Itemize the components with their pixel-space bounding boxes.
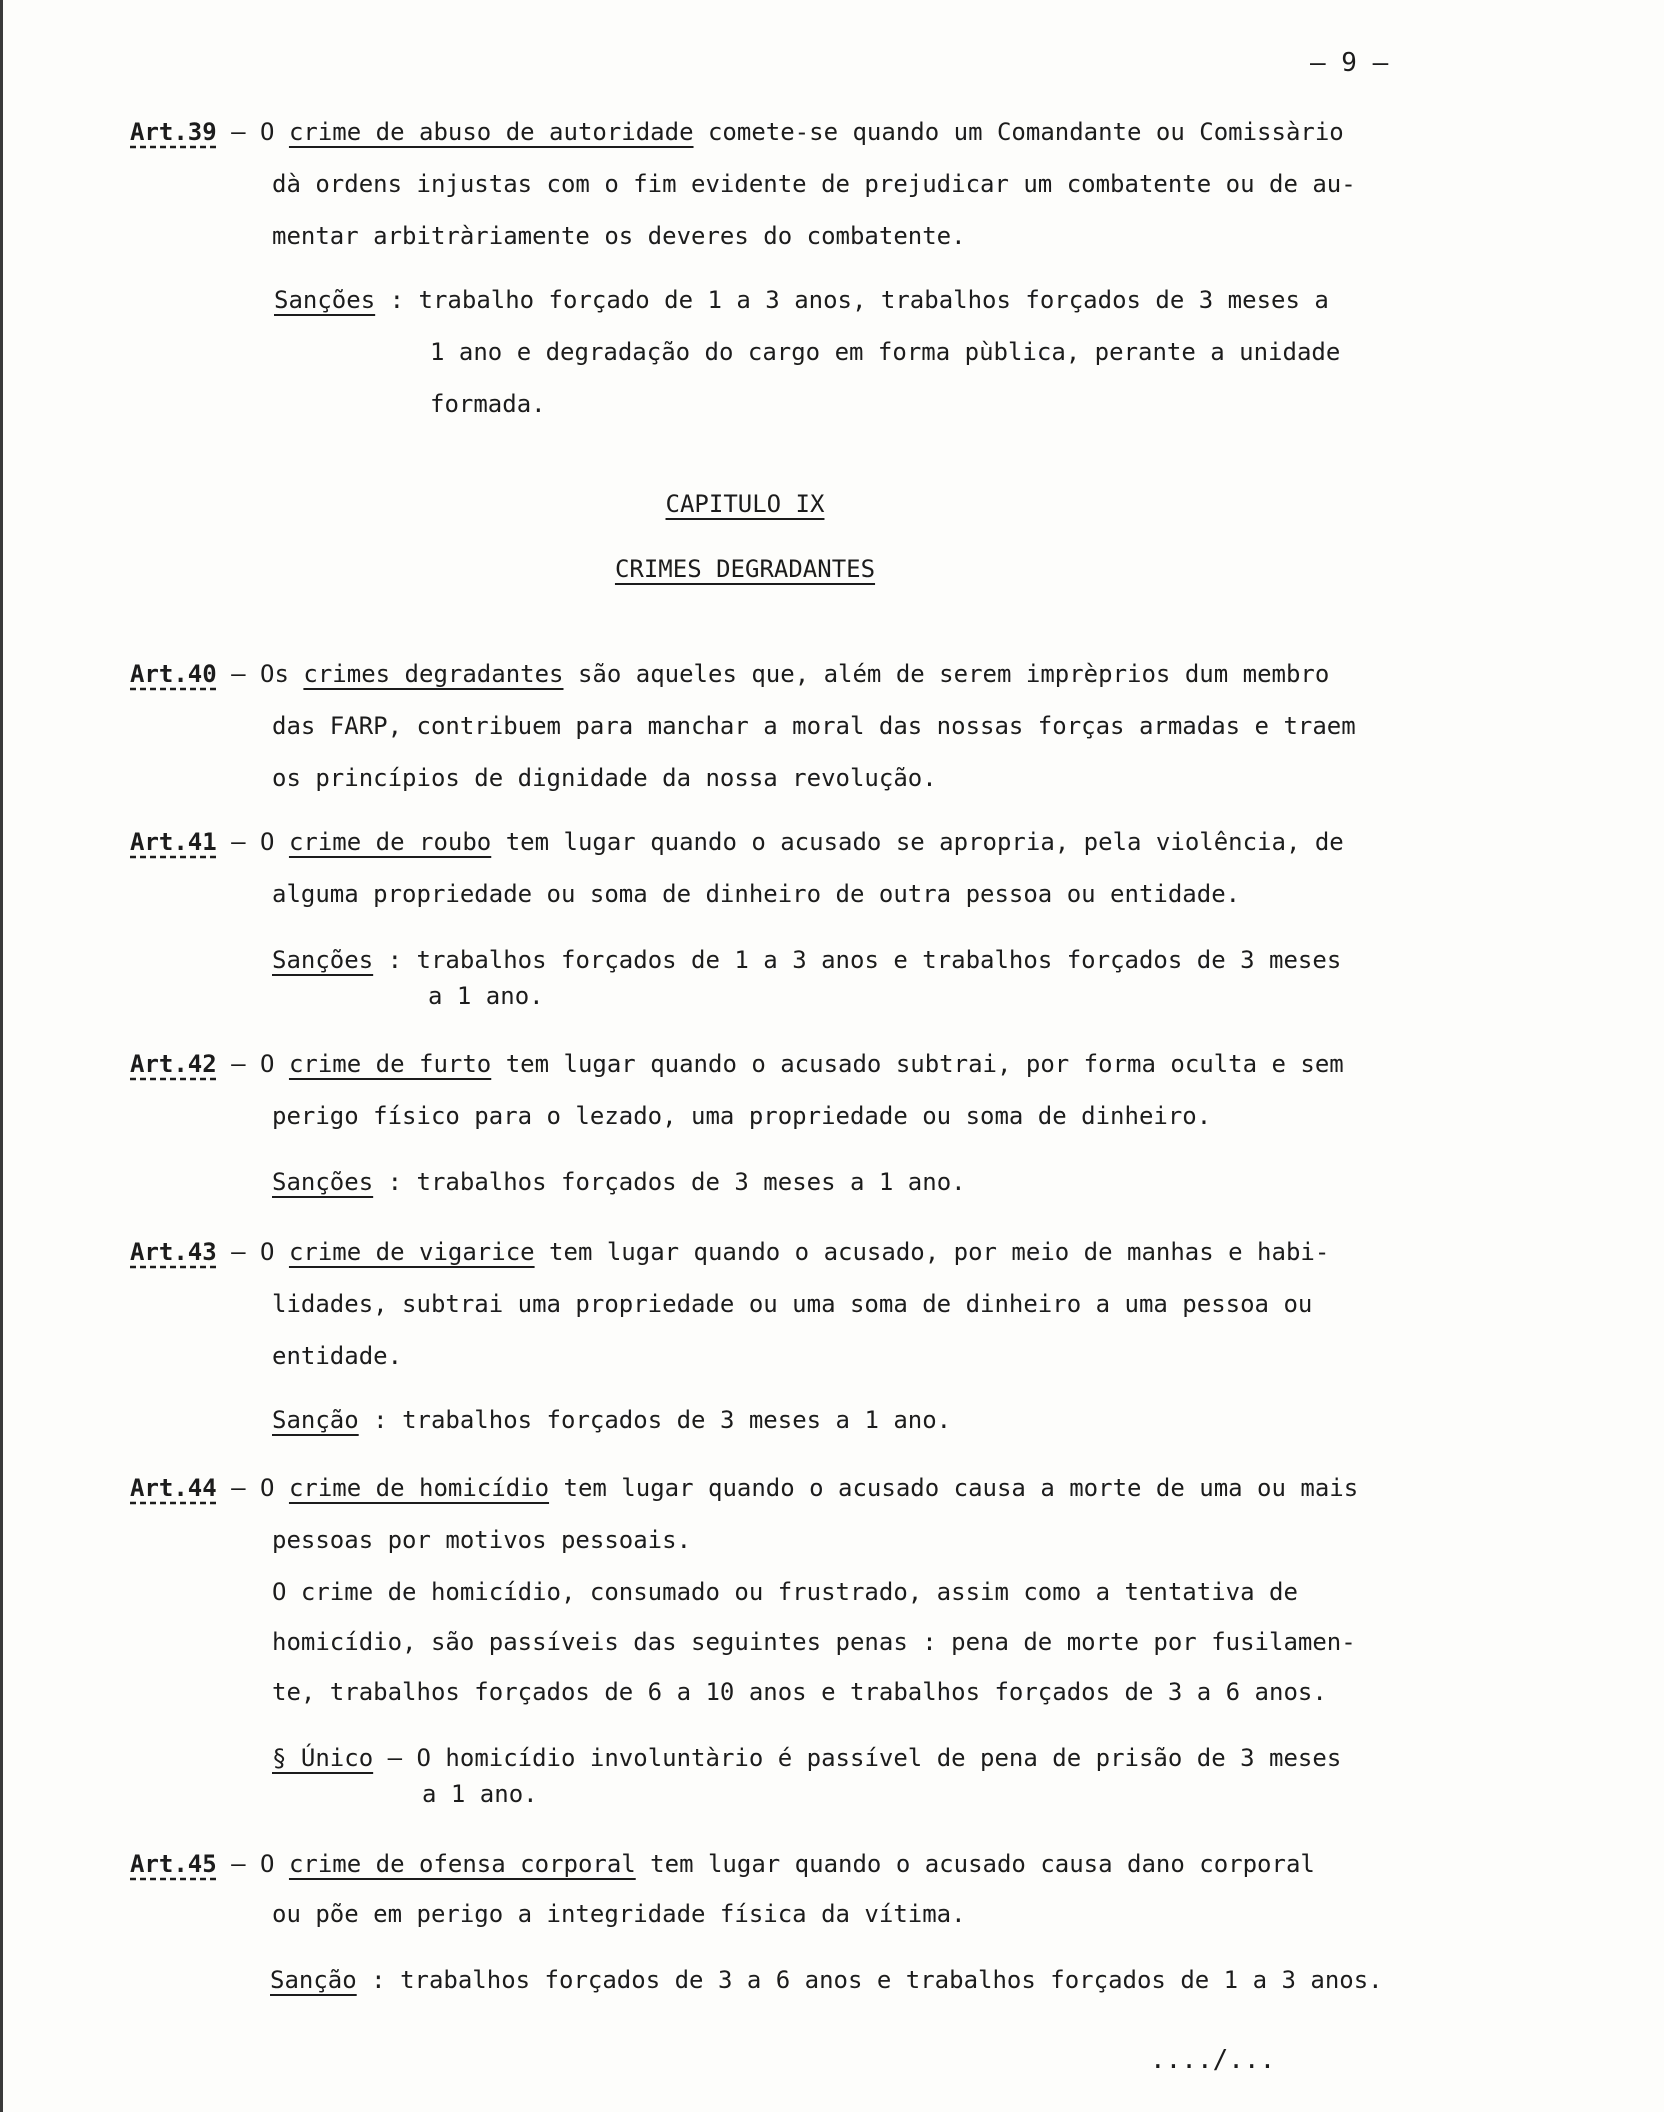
article-line: lidades, subtrai uma propriedade ou uma soma de dinheiro a uma pessoa ou bbox=[272, 1290, 1313, 1318]
sanction-line: formada. bbox=[430, 390, 546, 418]
article-label: Art.40 bbox=[130, 660, 217, 688]
article-line: homicídio, são passíveis das seguintes penas : pena de morte por fusilamen- bbox=[272, 1628, 1356, 1656]
article-label: Art.43 bbox=[130, 1238, 217, 1266]
article-line: te, trabalhos forçados de 6 a 10 anos e trabalhos forçados de 3 a 6 anos. bbox=[272, 1678, 1327, 1706]
article-line: os princípios de dignidade da nossa revolução. bbox=[272, 764, 937, 792]
sanction-label: Sanções bbox=[272, 1168, 374, 1196]
article-term: crime de homicídio bbox=[288, 1474, 550, 1502]
sanction-line: a 1 ano. bbox=[428, 982, 544, 1010]
article-sanction: Sanção : trabalhos forçados de 3 a 6 anos e trabalhos forçados de 1 a 3 anos. bbox=[270, 1966, 1383, 1994]
sanction-label: Sanção bbox=[272, 1406, 359, 1434]
article-term: crime de ofensa corporal bbox=[288, 1850, 636, 1878]
article-sanction: Sanções : trabalho forçado de 1 a 3 anos, trabalhos forçados de 3 meses a bbox=[274, 286, 1329, 314]
article-line: ou põe em perigo a integridade física da vítima. bbox=[272, 1900, 966, 1928]
article-line: das FARP, contribuem para manchar a moral das nossas forças armadas e traem bbox=[272, 712, 1356, 740]
article-line: O crime de homicídio, consumado ou frustrado, assim como a tentativa de bbox=[272, 1578, 1298, 1606]
article-paragraph-unico: § Único – O homicídio involuntàrio é passível de pena de prisão de 3 meses bbox=[272, 1744, 1342, 1772]
article-label: Art.44 bbox=[130, 1474, 217, 1502]
sanction-label: § Único bbox=[272, 1744, 374, 1772]
article-line: dà ordens injustas com o fim evidente de prejudicar um combatente ou de au- bbox=[272, 170, 1356, 198]
sanction-label: Sanções bbox=[274, 286, 376, 314]
article-term: crime de furto bbox=[288, 1050, 492, 1078]
chapter-title: CAPITULO IX bbox=[665, 490, 825, 518]
article-sanction: Sanções : trabalhos forçados de 1 a 3 anos e trabalhos forçados de 3 meses bbox=[272, 946, 1342, 974]
page-number: – 9 – bbox=[1310, 48, 1389, 78]
document-page: – 9 – Art.39 – O crime de abuso de autoridade comete-se quando um Comandante ou Comissàrio dà ordens injustas com o fim evidente de prejudicar um combatente ou de au- mentar arbitràriamente os deveres do combatente. Sanções : trabalho forçado de 1 a 3 anos, trabalhos forçados de 3 meses a 1 ano e degradação do cargo em forma pùblica, perante a unidade formada. CAPITULO IX CRIMES DEGRADANTES Art.40 – Os crimes degradantes são aqueles que, além de serem imprèprios dum membro das FARP, contribuem para manchar a moral das nossas forças armadas e traem os princípios de dignidade da nossa revolução. Art.41 – O crime de roubo tem lugar quando o acusado se apropria, pela violência, de alguma propriedade ou soma de dinheiro de outra pessoa ou entidade. Sanções : trabalhos forçados de 1 a 3 anos e trabalhos forçados de 3 meses a 1 ano. Art.42 – O crime de furto tem lugar quando o acusado subtrai, por forma oculta e sem perigo físico para o lezado, uma propriedade ou soma de dinheiro. Sanções : trabalhos forçados de 3 meses a 1 ano. Art.43 – O crime de vigarice tem lugar quando o acusado, por meio de manhas e habi- lidades, subtrai uma propriedade ou uma soma de dinheiro a uma pessoa ou entidade. Sanção : trabalhos forçados de 3 meses a 1 ano. Art.44 – O crime de homicídio tem lugar quando o acusado causa a morte de uma ou mais pessoas por motivos pessoais. O crime de homicídio, consumado ou frustrado, assim como a tentativa de homicídio, são passíveis das seguintes penas : pena de morte por fusilamen- te, trabalhos forçados de 6 a 10 anos e trabalhos forçados de 3 a 6 anos. § Único – O homicídio involuntàrio é passível de pena de prisão de 3 meses a 1 ano. Art.45 – O crime de ofensa corporal tem lugar quando o acusado causa dano corporal ou põe em perigo a integridade física da vítima. Sanção : trabalhos forçados de 3 a 6 anos e trabalhos forçados de 1 a 3 anos. ..../... bbox=[0, 0, 1664, 2112]
article-label: Art.41 bbox=[130, 828, 217, 856]
article-line: entidade. bbox=[272, 1342, 403, 1370]
article-line: perigo físico para o lezado, uma propriedade ou soma de dinheiro. bbox=[272, 1102, 1212, 1130]
article-line: alguma propriedade ou soma de dinheiro de outra pessoa ou entidade. bbox=[272, 880, 1241, 908]
sanction-label: Sanções bbox=[272, 946, 374, 974]
article-label: Art.45 bbox=[130, 1850, 217, 1878]
continuation-mark: ..../... bbox=[1150, 2045, 1276, 2075]
article-label: Art.42 bbox=[130, 1050, 217, 1078]
article-term: crime de abuso de autoridade bbox=[288, 118, 694, 146]
article-term: crime de vigarice bbox=[288, 1238, 535, 1266]
article-term: crimes degradantes bbox=[303, 660, 564, 688]
article-line: mentar arbitràriamente os deveres do combatente. bbox=[272, 222, 966, 250]
article-sanction: Sanção : trabalhos forçados de 3 meses a 1 ano. bbox=[272, 1406, 952, 1434]
article-label: Art.39 bbox=[130, 118, 217, 146]
sanction-line: a 1 ano. bbox=[422, 1780, 538, 1808]
article-line: pessoas por motivos pessoais. bbox=[272, 1526, 692, 1554]
sanction-label: Sanção bbox=[270, 1966, 357, 1994]
article-term: crime de roubo bbox=[288, 828, 492, 856]
article-sanction: Sanções : trabalhos forçados de 3 meses a 1 ano. bbox=[272, 1168, 966, 1196]
sanction-line: 1 ano e degradação do cargo em forma pùblica, perante a unidade bbox=[430, 338, 1341, 366]
chapter-subtitle: CRIMES DEGRADANTES bbox=[614, 555, 876, 583]
